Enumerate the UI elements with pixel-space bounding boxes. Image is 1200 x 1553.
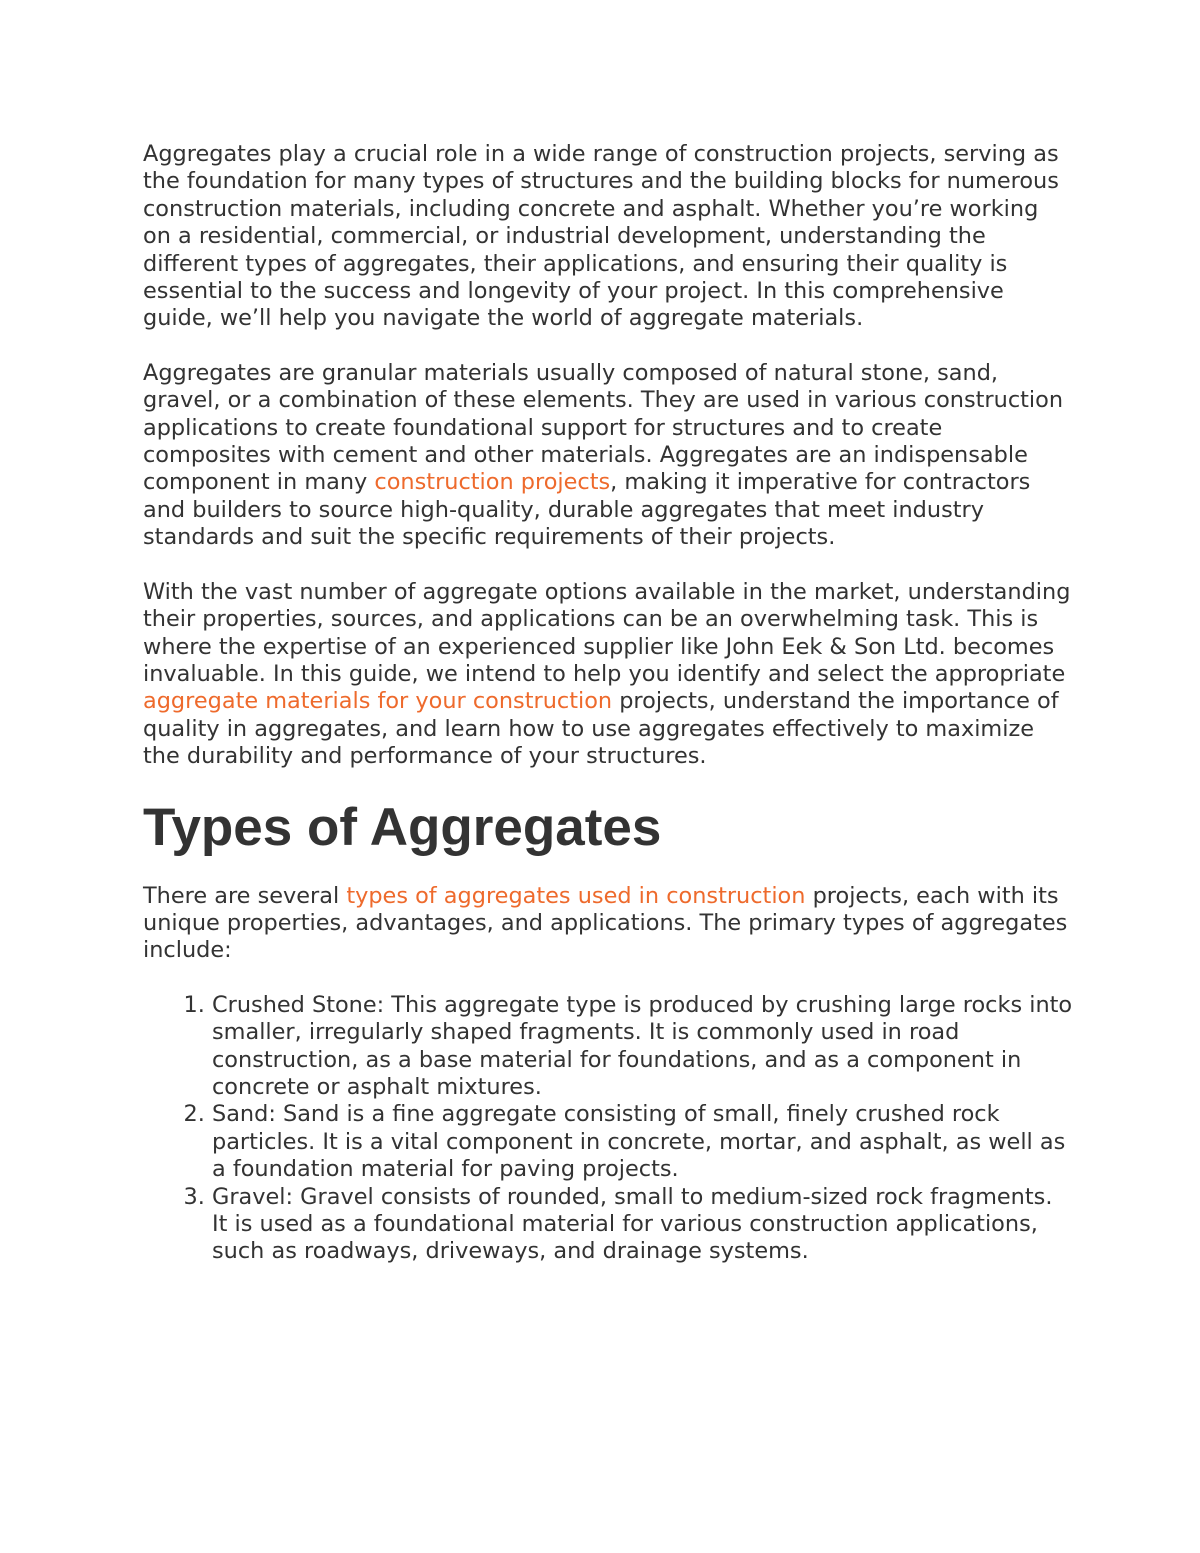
section-heading: Types of Aggregates (143, 797, 662, 857)
types-of-aggregates-link[interactable]: types of aggregates used in construction (346, 882, 806, 909)
list-item-gravel: 3. Gravel: Gravel consists of rounded, small to medium-sized rock fragments. It is used as a foundational material for various construction applications, such as roadways, driveways, and drainage systems. (212, 1184, 1073, 1266)
construction-projects-link[interactable]: construction projects (374, 469, 611, 496)
definition-paragraph (143, 360, 1073, 552)
definition-text-after-link: , making it imperative for contractors and builders to source high-quality, durable aggregates that meet industry standards and suit the specific requirements of their projects. (143, 469, 1031, 551)
list-item-sand: 2. Sand: Sand is a fine aggregate consisting of small, finely crushed rock particles. It is a vital component in concrete, mortar, and asphalt, as well as a foundation material for paving projects. (212, 1101, 1073, 1183)
definition-text-before-link: Aggregates are granular materials usually composed of natural stone, sand, gravel, or a combination of these elements. They are used in various construction applications to create foundational support for structures and to create composites with cement and other materials. Aggregates are an indispensable component in many (143, 359, 1064, 496)
list-item-crushed-stone: 1. Crushed Stone: This aggregate type is produced by crushing large rocks into smaller, irregularly shaped fragments. It is commonly used in road construction, as a base material for foundations, and as a component in concrete or asphalt mixtures. (212, 992, 1073, 1102)
aggregate-materials-link[interactable]: aggregate materials for your construction (143, 688, 613, 715)
guide-text-before-link: With the vast number of aggregate options available in the market, understanding their properties, sources, and applications can be an overwhelming task. This is where the expertise of an experienced supplier like John Eek & Son Ltd. becomes invaluable. In this guide, we intend to help you identify and select the appropriate (143, 578, 1071, 687)
types-paragraph (143, 883, 1073, 965)
aggregate-types-list (143, 992, 1073, 1266)
types-text-before-link: There are several (143, 882, 347, 909)
guide-text-after-link: projects, understand the importance of quality in aggregates, and learn how to use aggregates effectively to maximize the durability and performance of your structures. (143, 688, 1059, 770)
document-body (143, 141, 1073, 1266)
guide-paragraph (143, 579, 1073, 771)
types-text-after-link: projects, each with its unique properties, advantages, and applications. The primary types of aggregates include: (143, 882, 1068, 964)
intro-paragraph: Aggregates play a crucial role in a wide range of construction projects, serving as the foundation for many types of structures and the building blocks for numerous construction materials, including concrete and asphalt. Whether you’re working on a residential, commercial, or industrial development, understanding the different types of aggregates, their applications, and ensuring their quality is essential to the success and longevity of your project. In this comprehensive guide, we’ll help you navigate the world of aggregate materials. (143, 141, 1059, 332)
